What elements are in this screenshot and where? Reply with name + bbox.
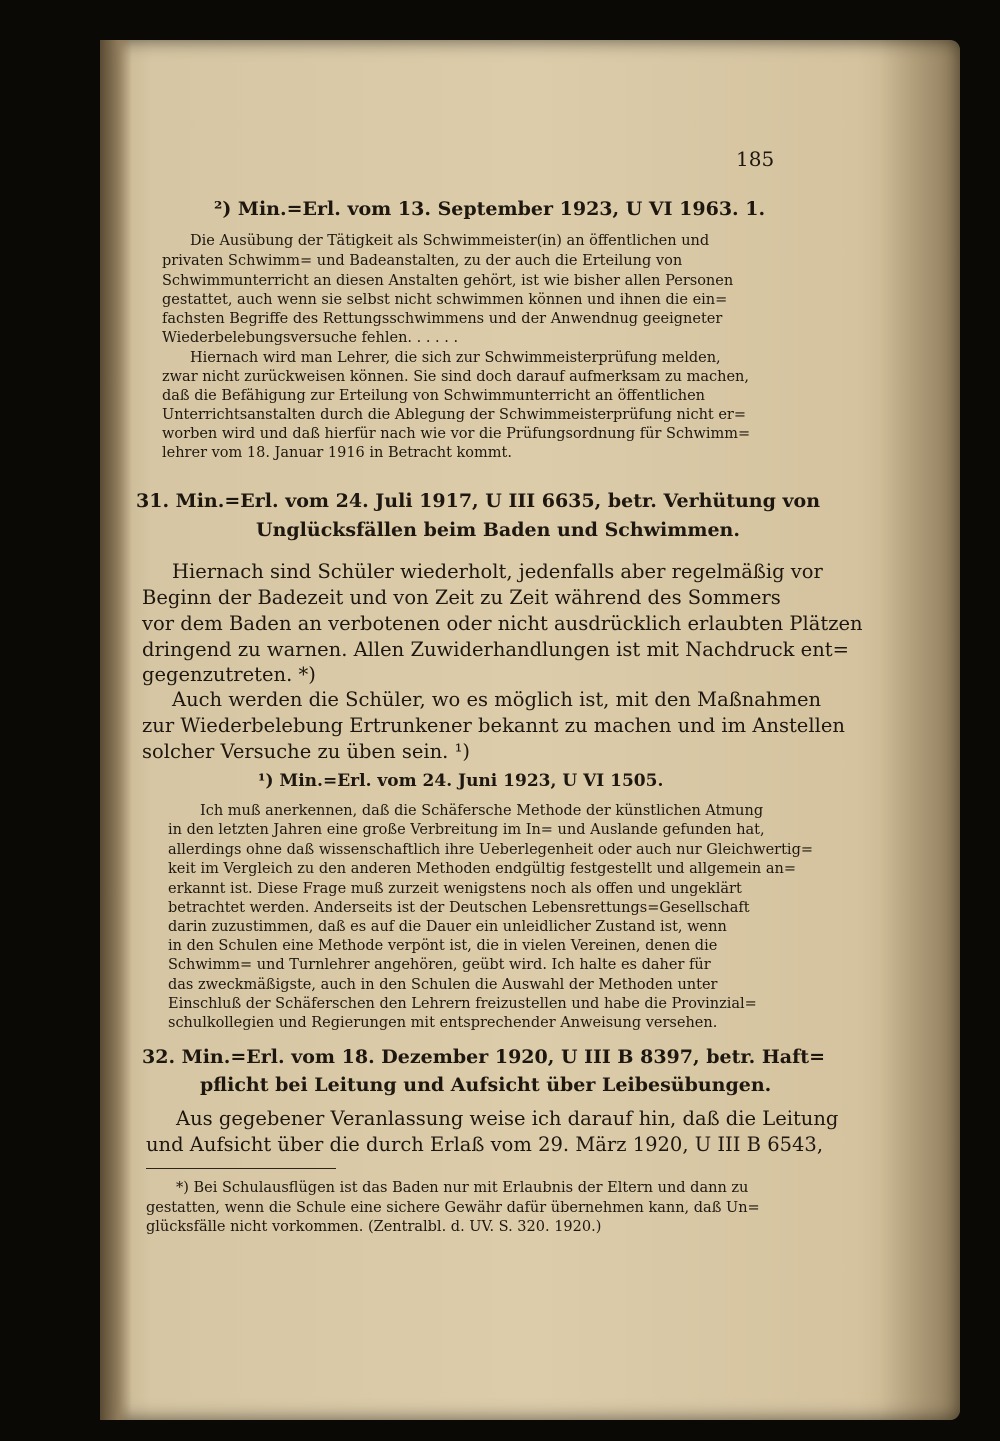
fn2-line: Wiederbelebungsversuche fehlen. . . . . . bbox=[162, 330, 459, 346]
fn2-line: lehrer vom 18. Januar 1916 in Betracht kommt. bbox=[162, 445, 512, 461]
fn1-line: keit im Vergleich zu den anderen Methoden endgültig festgestellt und allgemein an= bbox=[168, 861, 796, 877]
fn1-line: allerdings ohne daß wissenschaftlich ihre Ueberlegenheit oder auch nur Gleichwertig= bbox=[168, 842, 814, 858]
section-31-line: vor dem Baden an verbotenen oder nicht ausdrücklich erlaubten Plätzen bbox=[142, 612, 863, 635]
section-31-line: gegenzutreten. *) bbox=[142, 663, 316, 686]
fn2-heading: ²) Min.=Erl. vom 13. September 1923, U VI 1963. 1. bbox=[214, 198, 766, 220]
section-32-line: Aus gegebener Veranlassung weise ich darauf hin, daß die Leitung bbox=[176, 1107, 839, 1130]
fn2-line: Die Ausübung der Tätigkeit als Schwimmeister(in) an öffentlichen und bbox=[190, 233, 710, 249]
section-31-line: Auch werden die Schüler, wo es möglich ist, mit den Maßnahmen bbox=[172, 688, 822, 711]
section-32-heading-line2: pflicht bei Leitung und Aufsicht über Leibesübungen. bbox=[200, 1074, 772, 1096]
fn2-line: daß die Befähigung zur Erteilung von Schwimmunterricht an öffentlichen bbox=[162, 388, 706, 404]
fn2-line: privaten Schwimm= und Badeanstalten, zu der auch die Erteilung von bbox=[162, 253, 683, 269]
fn2-line: gestattet, auch wenn sie selbst nicht schwimmen können und ihnen die ein= bbox=[162, 292, 728, 308]
section-31-line: Hiernach sind Schüler wiederholt, jedenfalls aber regelmäßig vor bbox=[172, 560, 823, 583]
page-edge-shadow bbox=[880, 40, 960, 1420]
page-number: 185 bbox=[736, 147, 775, 171]
fn1-line: betrachtet werden. Anderseits ist der Deutschen Lebensrettungs=Gesellschaft bbox=[168, 900, 750, 916]
fn1-line: Ich muß anerkennen, daß die Schäfersche Methode der künstlichen Atmung bbox=[200, 803, 764, 819]
fn2-line: fachsten Begriffe des Rettungsschwimmens und der Anwendnug geeigneter bbox=[162, 311, 723, 327]
fn1-line: Schwimm= und Turnlehrer angehören, geübt wird. Ich halte es daher für bbox=[168, 957, 711, 973]
fn2-line: Hiernach wird man Lehrer, die sich zur Schwimmeisterprüfung melden, bbox=[190, 350, 721, 366]
footnote-rule bbox=[146, 1168, 336, 1169]
fn1-line: in den letzten Jahren eine große Verbreitung im In= und Auslande gefunden hat, bbox=[168, 822, 765, 838]
section-31-line: zur Wiederbelebung Ertrunkener bekannt zu machen und im Anstellen bbox=[142, 714, 845, 737]
fn1-line: Einschluß der Schäferschen den Lehrern freizustellen und habe die Provinzial= bbox=[168, 996, 757, 1012]
fn2-line: zwar nicht zurückweisen können. Sie sind doch darauf aufmerksam zu machen, bbox=[162, 369, 749, 385]
section-31-line: dringend zu warnen. Allen Zuwiderhandlungen ist mit Nachdruck ent= bbox=[142, 638, 849, 661]
section-32-heading-line1: 32. Min.=Erl. vom 18. Dezember 1920, U III B 8397, betr. Haft= bbox=[142, 1046, 825, 1068]
section-31-heading-line1: 31. Min.=Erl. vom 24. Juli 1917, U III 6635, betr. Verhütung von bbox=[136, 490, 821, 512]
section-31-heading-line2: Unglücksfällen beim Baden und Schwimmen. bbox=[256, 519, 740, 541]
footnote-line: glücksfälle nicht vorkommen. (Zentralbl. d. UV. S. 320. 1920.) bbox=[146, 1219, 602, 1235]
section-31-line: solcher Versuche zu üben sein. ¹) bbox=[142, 740, 470, 763]
fn1-line: darin zuzustimmen, daß es auf die Dauer ein unleidlicher Zustand ist, wenn bbox=[168, 919, 727, 935]
fn1-line: schulkollegien und Regierungen mit entsprechender Anweisung versehen. bbox=[168, 1015, 718, 1031]
fn1-heading: ¹) Min.=Erl. vom 24. Juni 1923, U VI 1505. bbox=[258, 771, 664, 791]
fn1-line: in den Schulen eine Methode verpönt ist, die in vielen Vereinen, denen die bbox=[168, 938, 718, 954]
footnote-line: *) Bei Schulausflügen ist das Baden nur mit Erlaubnis der Eltern und dann zu bbox=[176, 1180, 749, 1196]
fn1-line: erkannt ist. Diese Frage muß zurzeit wenigstens noch als offen und ungeklärt bbox=[168, 881, 742, 897]
fn2-line: Unterrichtsanstalten durch die Ablegung der Schwimmeisterprüfung nicht er= bbox=[162, 407, 747, 423]
footnote-line: gestatten, wenn die Schule eine sichere Gewähr dafür übernehmen kann, daß Un= bbox=[146, 1200, 760, 1216]
section-31-line: Beginn der Badezeit und von Zeit zu Zeit während des Sommers bbox=[142, 586, 781, 609]
fn2-line: worben wird und daß hierfür nach wie vor die Prüfungsordnung für Schwimm= bbox=[162, 426, 751, 442]
book-gutter-shadow bbox=[100, 40, 132, 1420]
section-32-line: und Aufsicht über die durch Erlaß vom 29. März 1920, U III B 6543, bbox=[146, 1133, 824, 1156]
fn1-line: das zweckmäßigste, auch in den Schulen die Auswahl der Methoden unter bbox=[168, 977, 718, 993]
fn2-line: Schwimmunterricht an diesen Anstalten gehört, ist wie bisher allen Personen bbox=[162, 273, 734, 289]
